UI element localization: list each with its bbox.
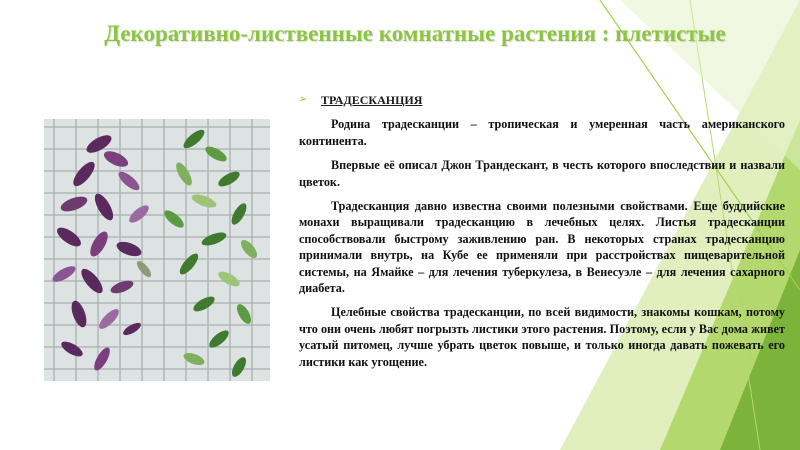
paragraph-cats: Целебные свойства традесканции, по всей видимости, знакомы кошкам, потому что они очень любят погрызть листики этого растения. Поэтому, если у Вас дома живет усатый питомец, лучше убрать цветок повыше, и только иногда давать пожевать его листики как угощение. — [299, 305, 785, 369]
paragraph-healing: Традесканция давно известна своими полезными свойствами. Еще буддийские монахи выращивали традесканцию в лечебных целях. Листья традесканции способствовали быстрому заживлению ран. В некоторых странах традесканцию принимали внутрь, на Кубе ее применяли при расстройствах пищеварительной системы, на Ямайке – для лечения туберкулеза, в Венесуэле – для лечения сахарного диабета. — [299, 199, 785, 296]
heading-row — [299, 92, 785, 108]
content-block — [299, 92, 785, 378]
tradescantia-photo — [44, 119, 270, 381]
paragraph-discovery: Впервые её описал Джон Трандескант, в честь которого впоследствии и назвали цветок. — [299, 158, 785, 189]
plant-illustration — [44, 119, 270, 381]
arrow-bullet-icon: ➢ — [299, 94, 308, 105]
paragraph-origin: Родина традесканции – тропическая и умеренная часть американского континента. — [299, 117, 785, 148]
section-heading: ТРАДЕСКАНЦИЯ — [321, 93, 423, 107]
slide-title: Декоративно-лиственные комнатные растения : плетистые — [104, 21, 726, 46]
